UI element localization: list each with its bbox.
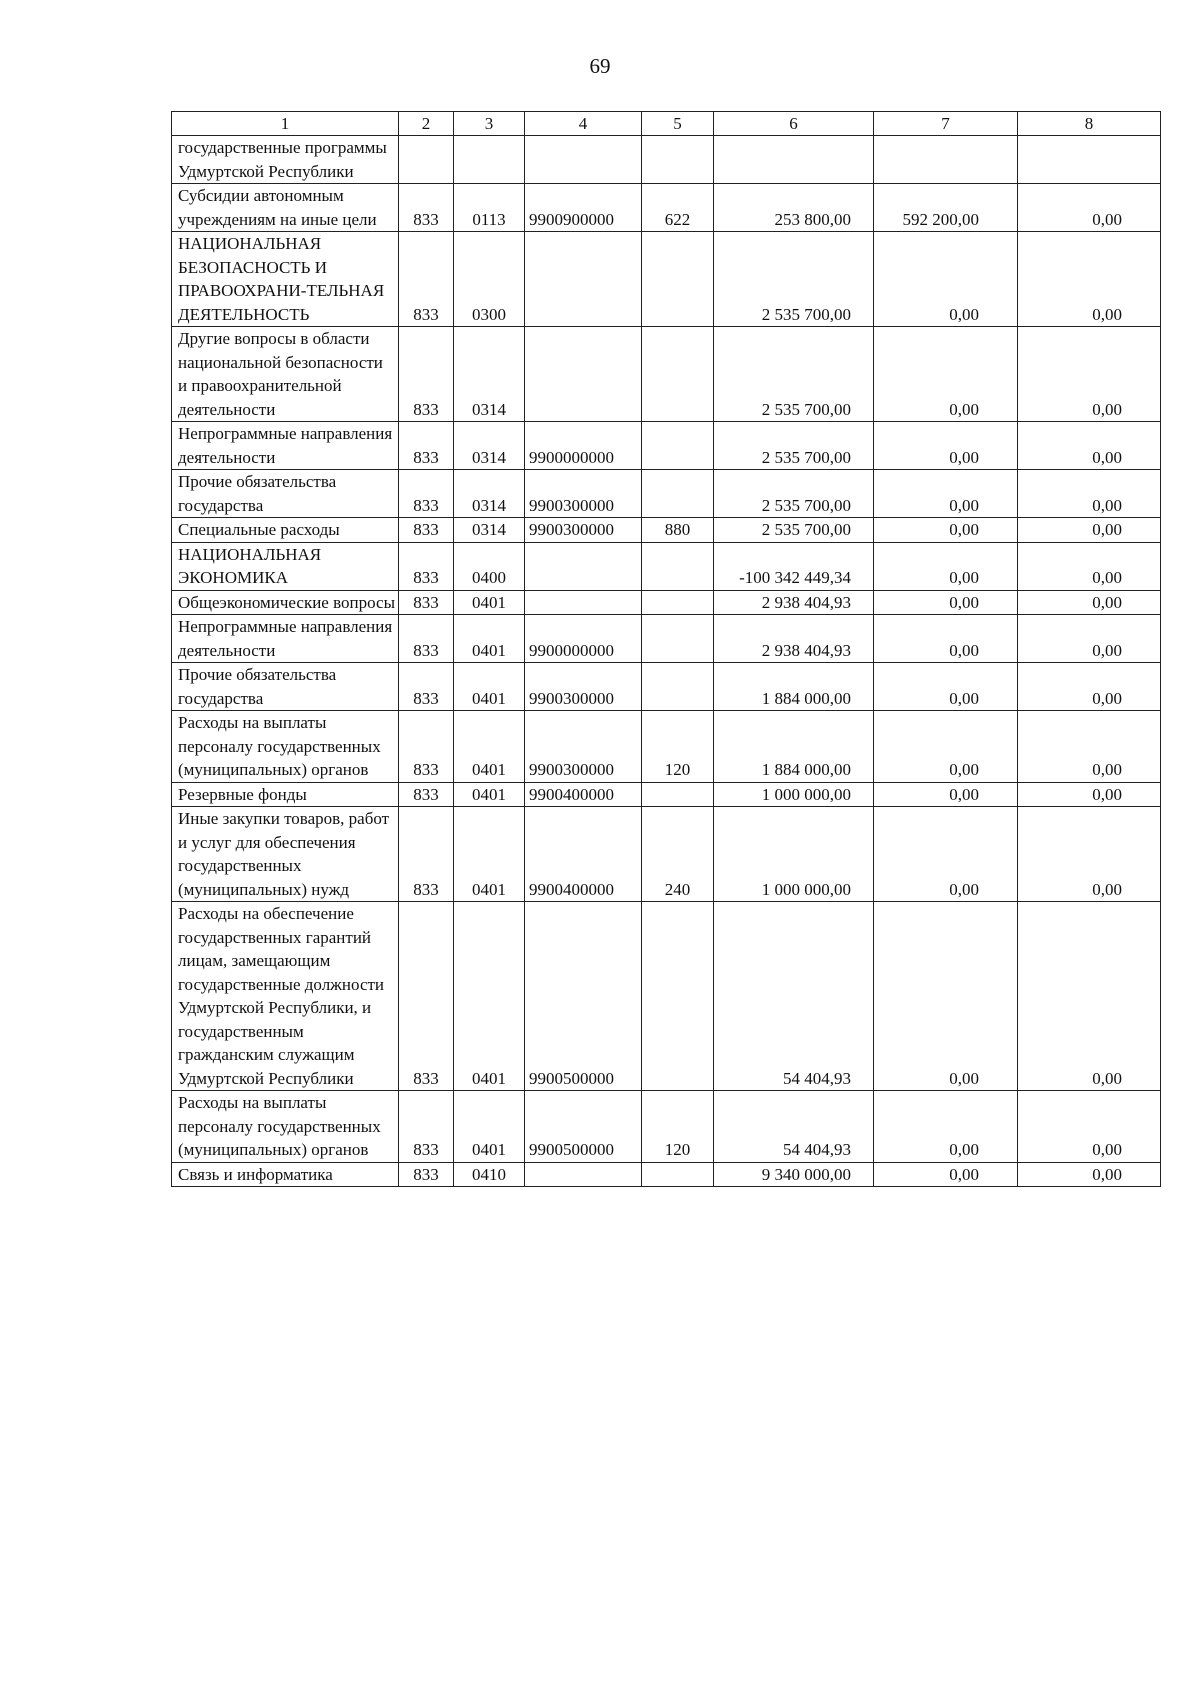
- amount-col8-cell: 0,00: [1018, 422, 1161, 470]
- row-name-cell: Субсидии автономным учреждениям на иные цели: [172, 184, 399, 232]
- target-article-cell: 9900900000: [525, 184, 642, 232]
- expense-type-cell: [642, 1162, 714, 1187]
- amount-col7-cell: 0,00: [874, 518, 1018, 543]
- section-code-cell: 0314: [454, 518, 525, 543]
- section-code-cell: 0314: [454, 422, 525, 470]
- amount-col6-cell: 1 000 000,00: [714, 782, 874, 807]
- section-code-cell: 0401: [454, 711, 525, 783]
- row-name-cell: Расходы на обеспечение государственных гарантий лицам, замещающим государственные должности Удмуртской Республики, и государственным гражданским служащим Удмуртской Республики: [172, 902, 399, 1091]
- expense-type-cell: [642, 902, 714, 1091]
- amount-col8-cell: 0,00: [1018, 615, 1161, 663]
- target-article-cell: 9900300000: [525, 711, 642, 783]
- section-code-cell: 0400: [454, 542, 525, 590]
- target-article-cell: [525, 232, 642, 327]
- row-name-cell: Непрограммные направления деятельности: [172, 422, 399, 470]
- amount-col6-cell: 2 535 700,00: [714, 518, 874, 543]
- expense-type-cell: [642, 232, 714, 327]
- admin-code-cell: 833: [399, 1091, 454, 1163]
- row-name-cell: Другие вопросы в области национальной безопасности и правоохранительной деятельности: [172, 327, 399, 422]
- table-row: [172, 590, 1161, 615]
- expense-type-cell: [642, 590, 714, 615]
- row-name-cell: государственные программы Удмуртской Республики: [172, 136, 399, 184]
- row-name-cell: Резервные фонды: [172, 782, 399, 807]
- amount-col8-cell: 0,00: [1018, 663, 1161, 711]
- row-name-cell: Прочие обязательства государства: [172, 663, 399, 711]
- amount-col8-cell: 0,00: [1018, 1091, 1161, 1163]
- column-header: 4: [525, 112, 642, 136]
- page-number: 69: [589, 54, 611, 78]
- amount-col7-cell: 0,00: [874, 542, 1018, 590]
- table-row: [172, 615, 1161, 663]
- row-name-cell: НАЦИОНАЛЬНАЯ ЭКОНОМИКА: [172, 542, 399, 590]
- table-row: [172, 184, 1161, 232]
- amount-col6-cell: 9 340 000,00: [714, 1162, 874, 1187]
- expense-type-cell: 880: [642, 518, 714, 543]
- admin-code-cell: 833: [399, 184, 454, 232]
- column-header: 3: [454, 112, 525, 136]
- target-article-cell: 9900500000: [525, 902, 642, 1091]
- amount-col7-cell: 0,00: [874, 232, 1018, 327]
- target-article-cell: 9900500000: [525, 1091, 642, 1163]
- table-row: [172, 542, 1161, 590]
- amount-col7-cell: 0,00: [874, 663, 1018, 711]
- amount-col8-cell: 0,00: [1018, 782, 1161, 807]
- row-name-cell: Расходы на выплаты персоналу государственных (муниципальных) органов: [172, 1091, 399, 1163]
- amount-col8-cell: 0,00: [1018, 184, 1161, 232]
- row-name-cell: Прочие обязательства государства: [172, 470, 399, 518]
- section-code-cell: 0401: [454, 663, 525, 711]
- expense-type-cell: [642, 327, 714, 422]
- table-row: [172, 807, 1161, 902]
- table-row: [172, 232, 1161, 327]
- amount-col6-cell: -100 342 449,34: [714, 542, 874, 590]
- section-code-cell: 0314: [454, 327, 525, 422]
- amount-col8-cell: 0,00: [1018, 518, 1161, 543]
- amount-col7-cell: 0,00: [874, 422, 1018, 470]
- table-row: [172, 422, 1161, 470]
- target-article-cell: 9900300000: [525, 518, 642, 543]
- column-header: 2: [399, 112, 454, 136]
- table-row: [172, 518, 1161, 543]
- amount-col6-cell: 2 535 700,00: [714, 470, 874, 518]
- expense-type-cell: [642, 470, 714, 518]
- column-header: 5: [642, 112, 714, 136]
- section-code-cell: 0401: [454, 807, 525, 902]
- amount-col8-cell: 0,00: [1018, 470, 1161, 518]
- target-article-cell: [525, 327, 642, 422]
- expense-type-cell: [642, 136, 714, 184]
- admin-code-cell: 833: [399, 470, 454, 518]
- section-code-cell: 0401: [454, 902, 525, 1091]
- amount-col8-cell: [1018, 136, 1161, 184]
- amount-col8-cell: 0,00: [1018, 232, 1161, 327]
- expense-type-cell: 120: [642, 711, 714, 783]
- table-row: [172, 470, 1161, 518]
- amount-col7-cell: 0,00: [874, 711, 1018, 783]
- target-article-cell: [525, 590, 642, 615]
- admin-code-cell: 833: [399, 422, 454, 470]
- target-article-cell: 9900300000: [525, 470, 642, 518]
- column-header: 7: [874, 112, 1018, 136]
- admin-code-cell: 833: [399, 590, 454, 615]
- table-row: [172, 782, 1161, 807]
- table-row: [172, 136, 1161, 184]
- amount-col6-cell: [714, 136, 874, 184]
- row-name-cell: Расходы на выплаты персоналу государственных (муниципальных) органов: [172, 711, 399, 783]
- target-article-cell: 9900300000: [525, 663, 642, 711]
- amount-col7-cell: 0,00: [874, 590, 1018, 615]
- amount-col7-cell: 0,00: [874, 327, 1018, 422]
- amount-col6-cell: 2 938 404,93: [714, 590, 874, 615]
- expense-type-cell: [642, 663, 714, 711]
- column-header: 6: [714, 112, 874, 136]
- amount-col7-cell: 0,00: [874, 1162, 1018, 1187]
- row-name-cell: НАЦИОНАЛЬНАЯ БЕЗОПАСНОСТЬ И ПРАВООХРАНИ-ТЕЛЬНАЯ ДЕЯТЕЛЬНОСТЬ: [172, 232, 399, 327]
- amount-col7-cell: [874, 136, 1018, 184]
- table-row: [172, 663, 1161, 711]
- amount-col6-cell: 253 800,00: [714, 184, 874, 232]
- amount-col8-cell: 0,00: [1018, 902, 1161, 1091]
- amount-col7-cell: 0,00: [874, 1091, 1018, 1163]
- admin-code-cell: 833: [399, 615, 454, 663]
- amount-col6-cell: 54 404,93: [714, 1091, 874, 1163]
- expense-type-cell: 622: [642, 184, 714, 232]
- admin-code-cell: 833: [399, 518, 454, 543]
- target-article-cell: [525, 542, 642, 590]
- amount-col6-cell: 2 535 700,00: [714, 422, 874, 470]
- row-name-cell: Непрограммные направления деятельности: [172, 615, 399, 663]
- amount-col6-cell: 1 000 000,00: [714, 807, 874, 902]
- section-code-cell: 0401: [454, 590, 525, 615]
- amount-col8-cell: 0,00: [1018, 542, 1161, 590]
- amount-col7-cell: 0,00: [874, 470, 1018, 518]
- row-name-cell: Общеэкономические вопросы: [172, 590, 399, 615]
- amount-col7-cell: 0,00: [874, 807, 1018, 902]
- amount-col6-cell: 1 884 000,00: [714, 663, 874, 711]
- expense-type-cell: [642, 542, 714, 590]
- admin-code-cell: 833: [399, 782, 454, 807]
- table-row: [172, 327, 1161, 422]
- section-code-cell: 0314: [454, 470, 525, 518]
- table-row: [172, 1091, 1161, 1163]
- target-article-cell: 9900000000: [525, 422, 642, 470]
- section-code-cell: 0401: [454, 782, 525, 807]
- target-article-cell: [525, 1162, 642, 1187]
- admin-code-cell: 833: [399, 327, 454, 422]
- admin-code-cell: 833: [399, 711, 454, 783]
- section-code-cell: 0113: [454, 184, 525, 232]
- amount-col8-cell: 0,00: [1018, 590, 1161, 615]
- amount-col8-cell: 0,00: [1018, 1162, 1161, 1187]
- amount-col7-cell: 0,00: [874, 902, 1018, 1091]
- row-name-cell: Связь и информатика: [172, 1162, 399, 1187]
- target-article-cell: 9900400000: [525, 782, 642, 807]
- row-name-cell: Специальные расходы: [172, 518, 399, 543]
- admin-code-cell: 833: [399, 807, 454, 902]
- amount-col7-cell: 0,00: [874, 782, 1018, 807]
- section-code-cell: 0300: [454, 232, 525, 327]
- amount-col6-cell: 2 938 404,93: [714, 615, 874, 663]
- amount-col8-cell: 0,00: [1018, 711, 1161, 783]
- table-row: [172, 1162, 1161, 1187]
- admin-code-cell: 833: [399, 232, 454, 327]
- amount-col6-cell: 2 535 700,00: [714, 327, 874, 422]
- amount-col6-cell: 54 404,93: [714, 902, 874, 1091]
- target-article-cell: 9900000000: [525, 615, 642, 663]
- amount-col7-cell: 592 200,00: [874, 184, 1018, 232]
- budget-table: [171, 111, 1161, 1187]
- table-row: [172, 711, 1161, 783]
- table-row: [172, 902, 1161, 1091]
- admin-code-cell: 833: [399, 663, 454, 711]
- amount-col7-cell: 0,00: [874, 615, 1018, 663]
- amount-col8-cell: 0,00: [1018, 327, 1161, 422]
- row-name-cell: Иные закупки товаров, работ и услуг для обеспечения государственных (муниципальных) нужд: [172, 807, 399, 902]
- section-code-cell: [454, 136, 525, 184]
- expense-type-cell: 240: [642, 807, 714, 902]
- header-row: [172, 112, 1161, 136]
- column-header: 8: [1018, 112, 1161, 136]
- amount-col8-cell: 0,00: [1018, 807, 1161, 902]
- admin-code-cell: 833: [399, 1162, 454, 1187]
- expense-type-cell: [642, 782, 714, 807]
- expense-type-cell: 120: [642, 1091, 714, 1163]
- section-code-cell: 0401: [454, 1091, 525, 1163]
- admin-code-cell: [399, 136, 454, 184]
- target-article-cell: 9900400000: [525, 807, 642, 902]
- amount-col6-cell: 1 884 000,00: [714, 711, 874, 783]
- target-article-cell: [525, 136, 642, 184]
- expense-type-cell: [642, 615, 714, 663]
- expense-type-cell: [642, 422, 714, 470]
- admin-code-cell: 833: [399, 902, 454, 1091]
- amount-col6-cell: 2 535 700,00: [714, 232, 874, 327]
- section-code-cell: 0410: [454, 1162, 525, 1187]
- admin-code-cell: 833: [399, 542, 454, 590]
- column-header: 1: [172, 112, 399, 136]
- section-code-cell: 0401: [454, 615, 525, 663]
